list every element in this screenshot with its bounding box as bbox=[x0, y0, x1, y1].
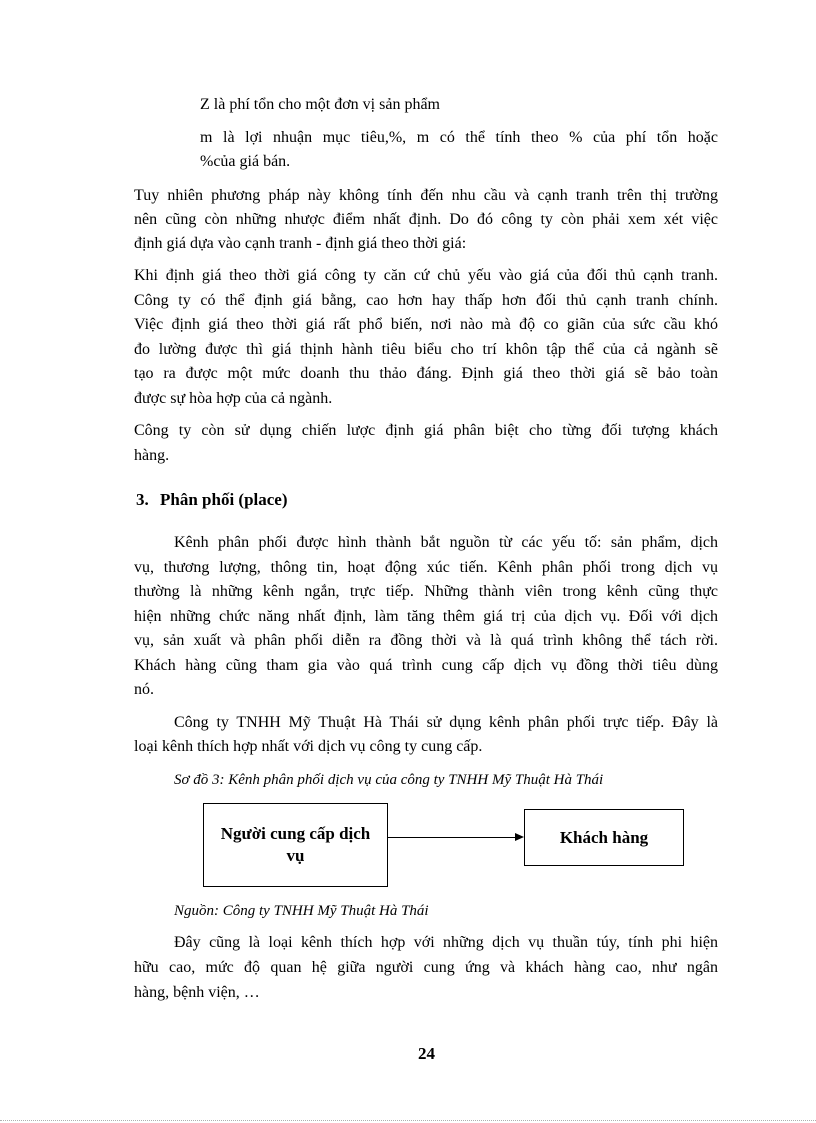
section-number: 3. bbox=[136, 490, 149, 509]
paragraph-line: đo lường được thì giá thịnh hành tiêu biểu cho trí khôn tập thể của cả ngành sẽ bbox=[134, 341, 718, 358]
paragraph-line: hữu cao, mức độ quan hệ giữa người cung ứng và khách hàng cao, như ngân bbox=[134, 959, 718, 976]
paragraph-line: Khi định giá theo thời giá công ty căn cứ chủ yếu vào giá của đối thủ cạnh tranh. bbox=[134, 267, 718, 284]
paragraph-line: Khách hàng cũng tham gia vào quá trình cung cấp dịch vụ đồng thời tiêu dùng bbox=[134, 657, 718, 674]
m-definition-line: m là lợi nhuận mục tiêu,%, m có thể tính theo % của phí tổn hoặc bbox=[200, 129, 718, 146]
paragraph-line: Tuy nhiên phương pháp này không tính đến nhu cầu và cạnh tranh trên thị trường bbox=[134, 187, 718, 204]
paragraph-line: Công ty còn sử dụng chiến lược định giá phân biệt cho từng đối tượng khách bbox=[134, 422, 718, 439]
m-definition-line: %của giá bán. bbox=[200, 153, 291, 170]
paragraph-line: vụ, thương lượng, thông tin, hoạt động xúc tiến. Kênh phân phối trong dịch vụ bbox=[134, 559, 718, 576]
paragraph-line: vụ, sản xuất và phân phối diễn ra đồng thời và là quá trình không thể tách rời. bbox=[134, 632, 718, 649]
paragraph-line: hiện những chức năng nhất định, làm tăng thêm giá trị của dịch vụ. Đối với dịch bbox=[134, 608, 718, 625]
paragraph-line: Công ty có thể định giá bằng, cao hơn hay thấp hơn đối thủ cạnh tranh chính. bbox=[134, 292, 718, 309]
flow-arrow-line bbox=[388, 837, 515, 838]
flow-arrow-head-icon bbox=[515, 833, 524, 841]
paragraph-line: Công ty TNHH Mỹ Thuật Hà Thái sử dụng kênh phân phối trực tiếp. Đây là bbox=[174, 714, 718, 731]
paragraph-line: được sự hòa hợp của cả ngành. bbox=[134, 390, 333, 407]
customer-box bbox=[524, 809, 684, 866]
paragraph-line: nó. bbox=[134, 681, 154, 698]
paragraph-line: định giá dựa vào cạnh tranh - định giá theo thời giá: bbox=[134, 235, 467, 252]
provider-box bbox=[203, 803, 388, 887]
diagram-caption: Sơ đồ 3: Kênh phân phối dịch vụ của công ty TNHH Mỹ Thuật Hà Thái bbox=[174, 772, 604, 788]
paragraph-line: thường là những kênh ngắn, trực tiếp. Những thành viên trong kênh cũng thực bbox=[134, 583, 718, 600]
diagram-source: Nguồn: Công ty TNHH Mỹ Thuật Hà Thái bbox=[174, 903, 429, 919]
paragraph-line: hàng, bệnh viện, … bbox=[134, 984, 260, 1001]
paragraph-line: tạo ra được một mức doanh thu thảo đáng. Định giá theo thời giá sẽ bảo toàn bbox=[134, 365, 718, 382]
paragraph-line: Việc định giá theo thời giá rất phổ biến, nơi nào mà độ co giãn của sức cầu khó bbox=[134, 316, 718, 333]
provider-label: Người cung cấp dịch bbox=[220, 824, 371, 843]
paragraph-line: loại kênh thích hợp nhất với dịch vụ công ty cung cấp. bbox=[134, 738, 483, 755]
page-bottom-rule bbox=[0, 1120, 816, 1121]
paragraph-line: hàng. bbox=[134, 447, 170, 464]
page-number: 24 bbox=[418, 1044, 435, 1063]
paragraph-line: Kênh phân phối được hình thành bắt nguồn từ các yếu tố: sản phẩm, dịch bbox=[174, 534, 718, 551]
paragraph-line: nên cũng còn những nhược điểm nhất định. Do đó công ty còn phải xem xét việc bbox=[134, 211, 718, 228]
z-definition: Z là phí tổn cho một đơn vị sản phẩm bbox=[200, 96, 440, 113]
provider-label: vụ bbox=[286, 846, 305, 865]
customer-label: Khách hàng bbox=[559, 827, 649, 847]
section-title: Phân phối (place) bbox=[160, 490, 288, 509]
paragraph-line: Đây cũng là loại kênh thích hợp với những dịch vụ thuần túy, tính phi hiện bbox=[174, 934, 718, 951]
